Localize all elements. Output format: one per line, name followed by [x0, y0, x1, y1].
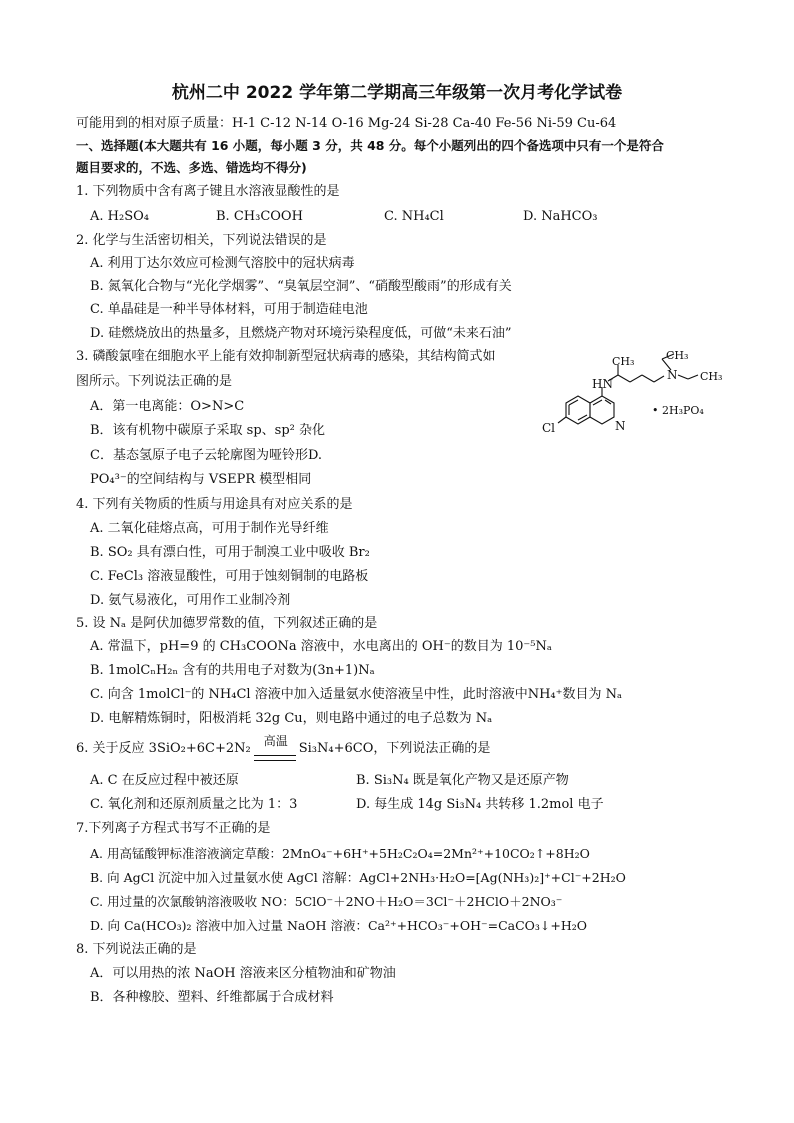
q1-option-c: C. NH₄Cl	[384, 209, 444, 224]
reaction-condition: 高温	[263, 734, 288, 748]
q2-option-b: B. 氮氧化合物与“光化学烟雾”、“臭氧层空洞”、“硝酸型酸雨”的形成有关	[90, 279, 512, 294]
q3-option-b: B．该有机物中碳原子采取 sp、sp² 杂化	[90, 423, 326, 438]
chlorine-label: Cl	[542, 421, 556, 435]
q6-option-d: D. 每生成 14g Si₃N₄ 共转移 1.2mol 电子	[356, 797, 604, 812]
nh-label: HN	[592, 377, 613, 391]
section-heading: 一、选择题(本大题共有 16 小题，每小题 3 分，共 48 分。每个小题列出的四个备选项中只有一个是符合	[76, 138, 664, 153]
q3-option-a: A．第一电离能：O>N>C	[90, 399, 245, 414]
q1-option-a: A. H₂SO₄	[90, 209, 149, 224]
q8-option-a: A．可以用热的浓 NaOH 溶液来区分植物油和矿物油	[90, 966, 396, 981]
q2-option-d: D. 硅燃烧放出的热量多，且燃烧产物对环境污染程度低，可做“未来石油”	[90, 326, 512, 341]
q8-stem: 8. 下列说法正确的是	[76, 942, 197, 957]
page-title: 杭州二中 2022 学年第二学期高三年级第一次月考化学试卷	[171, 83, 623, 103]
q4-option-b: B. SO₂ 具有漂白性，可用于制溴工业中吸收 Br₂	[90, 545, 370, 560]
q2-option-a: A. 利用丁达尔效应可检测气溶胶中的冠状病毒	[90, 256, 355, 271]
q6-option-c: C. 氧化剂和还原剂质量之比为 1：3	[90, 797, 298, 812]
section-heading-cont: 题目要求的，不选、多选、错选均不得分)	[76, 160, 307, 175]
methyl-label: CH₃	[612, 355, 635, 368]
q2-option-c: C. 单晶硅是一种半导体材料，可用于制造硅电池	[90, 302, 368, 317]
q3-option-d: PO₄³⁻的空间结构与 VSEPR 模型相同	[90, 472, 312, 487]
q8-option-b: B．各种橡胶、塑料、纤维都属于合成材料	[90, 990, 334, 1005]
q7-option-b: B. 向 AgCl 沉淀中加入过量氨水使 AgCl 溶解：AgCl+2NH₃·H₂O=[Ag(NH₃)₂]⁺+Cl⁻+2H₂O	[90, 870, 626, 885]
q5-option-d: D. 电解精炼铜时，阳极消耗 32g Cu，则电路中通过的电子总数为 Nₐ	[90, 711, 493, 726]
q7-option-c: C. 用过量的次氯酸钠溶液吸收 NO：5ClO⁻＋2NO＋H₂O＝3Cl⁻＋2HClO＋2NO₃⁻	[90, 894, 563, 909]
amine-n-label: N	[667, 368, 678, 382]
methyl-label-b: CH₃	[700, 370, 723, 383]
chloroquine-phosphate-structure	[540, 345, 760, 445]
q1-option-b: B. CH₃COOH	[216, 209, 303, 224]
q5-option-a: A. 常温下，pH=9 的 CH₃COONa 溶液中，水电离出的 OH⁻的数目为 10⁻⁵Nₐ	[90, 639, 552, 654]
q3-stem: 3. 磷酸氯喹在细胞水平上能有效抑制新型冠状病毒的感染，其结构简式如	[76, 349, 496, 364]
q6-option-b: B. Si₃N₄ 既是氧化产物又是还原产物	[356, 773, 569, 788]
q5-option-c: C. 向含 1molCl⁻的 NH₄Cl 溶液中加入适量氨水使溶液呈中性，此时溶液中NH₄⁺数目为 Nₐ	[90, 687, 623, 702]
methyl-label-a: CH₃	[666, 349, 689, 362]
q6-stem-right: Si₃N₄+6CO，下列说法正确的是	[298, 741, 491, 756]
q7-stem: 7.下列离子方程式书写不正确的是	[76, 821, 271, 836]
q6-option-a: A. C 在反应过程中被还原	[90, 773, 239, 788]
q7-option-a: A. 用高锰酸钾标准溶液滴定草酸：2MnO₄⁻+6H⁺+5H₂C₂O₄=2Mn²⁺+10CO₂↑+8H₂O	[90, 846, 590, 861]
q4-option-a: A. 二氧化硅熔点高，可用于制作光导纤维	[90, 521, 329, 536]
q6-stem-left: 6. 关于反应 3SiO₂+6C+2N₂	[76, 741, 251, 756]
q5-option-b: B. 1molCₙH₂ₙ 含有的共用电子对数为(3n+1)Nₐ	[90, 663, 375, 678]
phosphate-salt-label: • 2H₃PO₄	[652, 404, 704, 417]
q4-option-c: C. FeCl₃ 溶液显酸性，可用于蚀刻铜制的电路板	[90, 569, 369, 584]
atomic-masses: 可能用到的相对原子质量：H-1 C-12 N-14 O-16 Mg-24 Si-28 Ca-40 Fe-56 Ni-59 Cu-64	[76, 116, 617, 131]
q5-stem: 5. 设 Nₐ 是阿伏加德罗常数的值，下列叙述正确的是	[76, 616, 378, 631]
ring-n-label: N	[615, 419, 626, 433]
q1-option-d: D. NaHCO₃	[523, 209, 598, 224]
q4-option-d: D. 氨气易液化，可用作工业制冷剂	[90, 593, 291, 608]
q1-stem: 1. 下列物质中含有离子键且水溶液显酸性的是	[76, 184, 340, 199]
q4-stem: 4. 下列有关物质的性质与用途具有对应关系的是	[76, 497, 353, 512]
q7-option-d: D. 向 Ca(HCO₃)₂ 溶液中加入过量 NaOH 溶液：Ca²⁺+HCO₃⁻+OH⁻=CaCO₃↓+H₂O	[90, 918, 588, 933]
q2-stem: 2. 化学与生活密切相关，下列说法错误的是	[76, 233, 327, 248]
equals-sign	[254, 755, 296, 761]
q3-stem-cont: 图所示。下列说法正确的是	[76, 374, 233, 389]
molecule-diagram	[540, 345, 760, 445]
q3-option-c: C．基态氢原子电子云轮廓图为哑铃形D.	[90, 448, 323, 463]
q6-stem	[76, 734, 491, 757]
